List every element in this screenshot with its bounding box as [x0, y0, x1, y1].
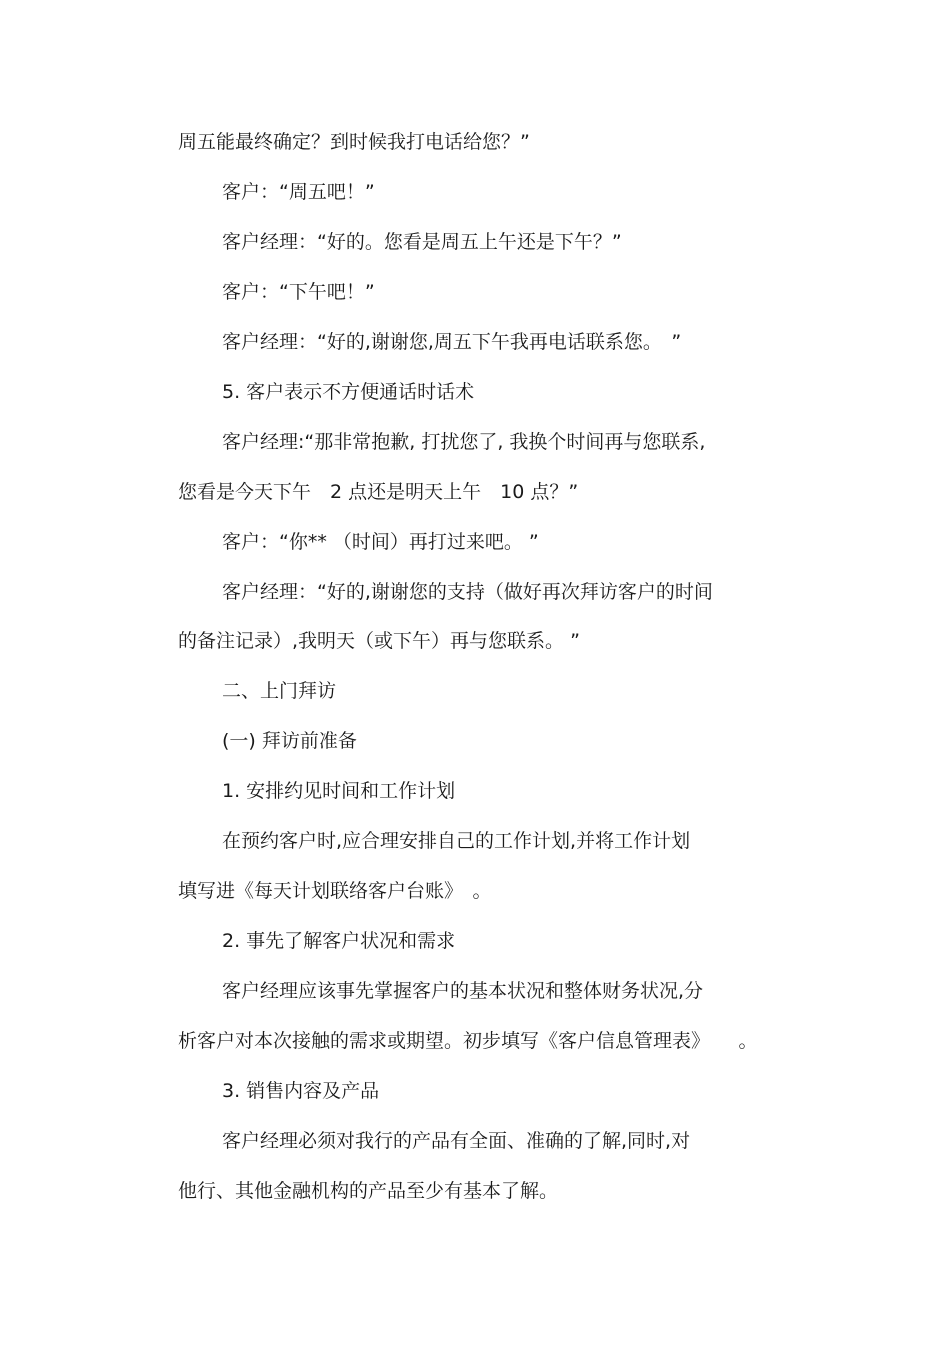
text-line-8: 您看是今天下午 2 点还是明天上午 10 点？” — [178, 481, 579, 503]
text-line-15: 在预约客户时,应合理安排自己的工作计划,并将工作计划 — [222, 830, 691, 852]
text-line-3: 客户经理：“好的。您看是周五上午还是下午？” — [222, 231, 622, 253]
text-line-18: 客户经理应该事先掌握客户的基本状况和整体财务状况,分 — [222, 980, 704, 1002]
text-line-21: 客户经理必须对我行的产品有全面、准确的了解,同时,对 — [222, 1130, 691, 1152]
item-heading-1: 1. 安排约见时间和工作计划 — [222, 780, 456, 802]
item-heading-2: 2. 事先了解客户状况和需求 — [222, 930, 456, 952]
section-heading-5: 5. 客户表示不方便通话时话术 — [222, 381, 475, 403]
subsection-heading-1: (一) 拜访前准备 — [222, 730, 357, 752]
text-line-10: 客户经理：“好的,谢谢您的支持（做好再次拜访客户的时间 — [222, 581, 713, 603]
text-line-4: 客户：“下午吧！” — [222, 281, 375, 303]
text-line-19: 析客户对本次接触的需求或期望。初步填写《客户信息管理表》 。 — [178, 1030, 758, 1052]
text-line-2: 客户：“周五吧！” — [222, 181, 375, 203]
text-line-7: 客户经理:“那非常抱歉, 打扰您了, 我换个时间再与您联系, — [222, 431, 706, 453]
item-heading-3: 3. 销售内容及产品 — [222, 1080, 380, 1102]
text-line-16: 填写进《每天计划联络客户台账》 。 — [178, 880, 492, 902]
text-line-22: 他行、其他金融机构的产品至少有基本了解。 — [178, 1180, 559, 1202]
text-line-1: 周五能最终确定？到时候我打电话给您？” — [178, 131, 530, 153]
text-line-5: 客户经理：“好的,谢谢您,周五下午我再电话联系您。 ” — [222, 331, 682, 353]
text-line-9: 客户：“你** （时间）再打过来吧。 ” — [222, 531, 539, 553]
section-heading-2: 二、上门拜访 — [222, 680, 337, 702]
text-line-11: 的备注记录）,我明天（或下午）再与您联系。 ” — [178, 630, 580, 652]
